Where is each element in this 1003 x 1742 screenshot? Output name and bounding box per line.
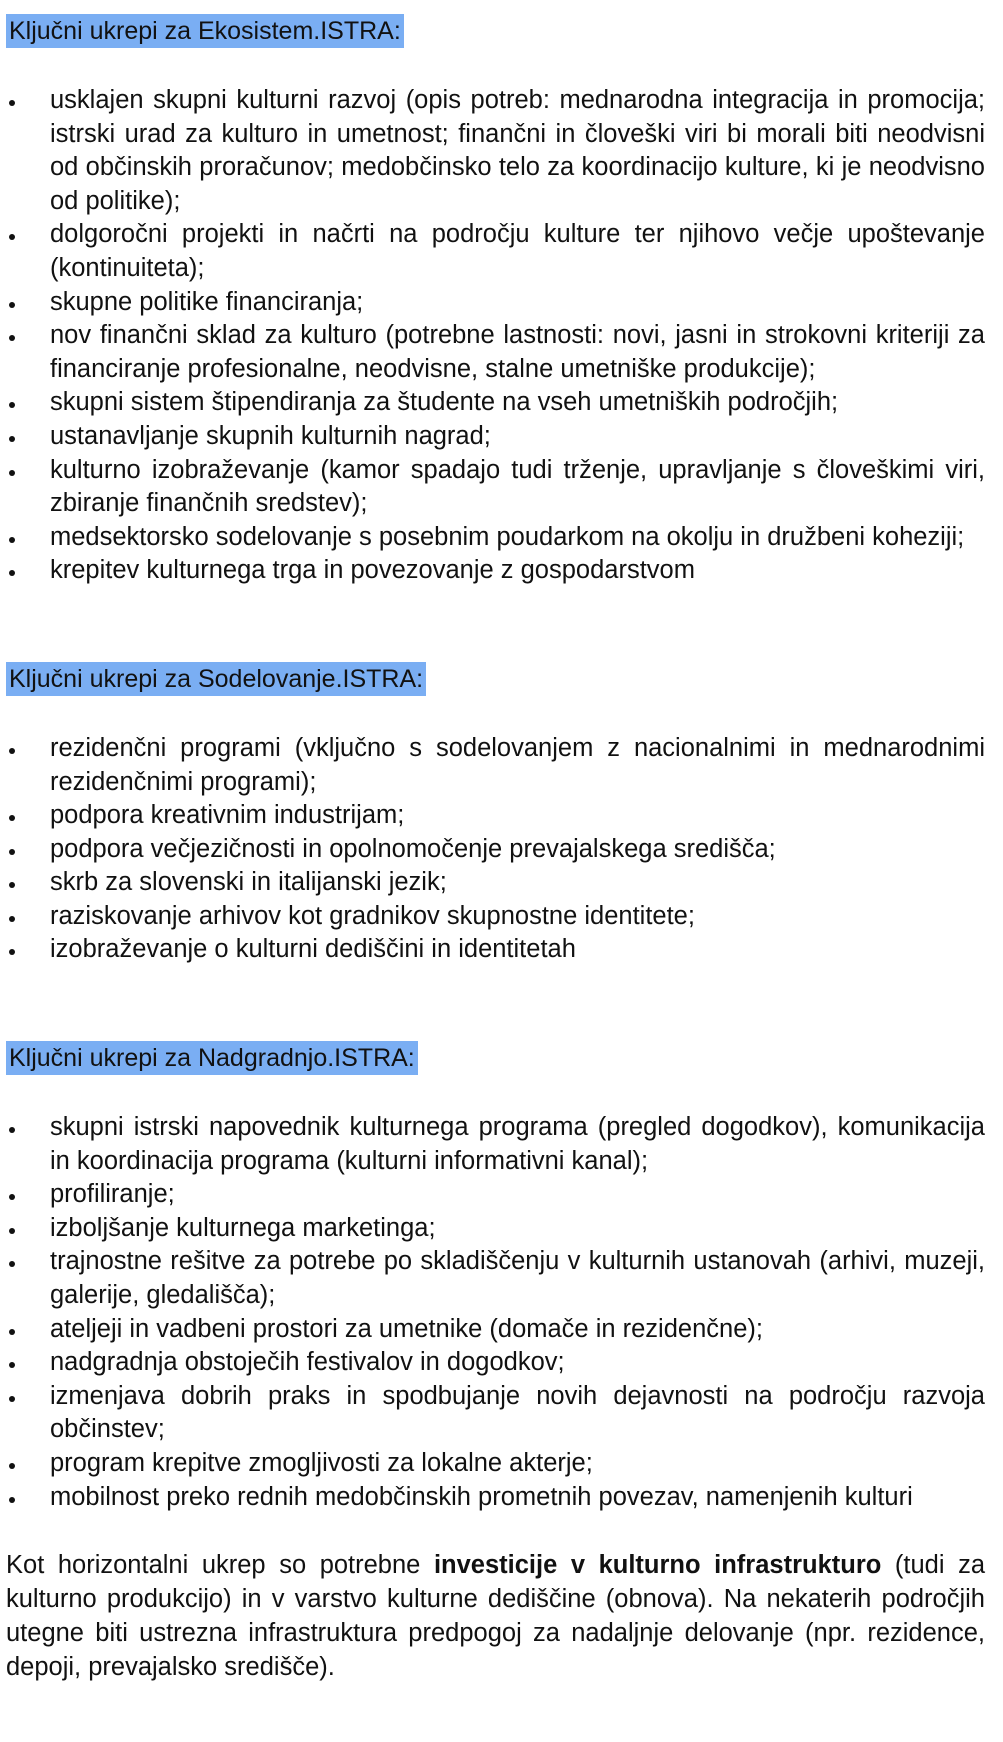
list-item: skupni sistem štipendiranja za študente na vseh umetniških področjih; xyxy=(6,386,985,420)
closing-emphasis: investicije v kulturno infrastrukturo xyxy=(433,1551,882,1580)
list-item: podpora kreativnim industrijam; xyxy=(6,799,985,833)
list-item: trajnostne rešitve za potrebe po skladiščenju v kulturnih ustanovah (arhivi, muzeji, galerije, gledališča); xyxy=(6,1245,985,1312)
list-item: mobilnost preko rednih medobčinskih prometnih povezav, namenjenih kulturi xyxy=(6,1481,985,1515)
list-item: ateljeji in vadbeni prostori za umetnike (domače in rezidenčne); xyxy=(6,1313,985,1347)
list-item: nov finančni sklad za kulturo (potrebne lastnosti: novi, jasni in strokovni kriteriji za financiranje profesionalne, neodvisne, stalne umetniške produkcije); xyxy=(6,319,985,386)
closing-text-end: (tudi za kulturno produkcijo) in v varstvo kulturne dediščine (obnova). Na nekaterih področjih utegne biti ustrezna infrastruktura predpogoj za nadaljnje delovanje (npr. rezidence, depoji, prevajalsko središče). xyxy=(6,1551,986,1682)
section-heading: Ključni ukrepi za Nadgradnjo.ISTRA: xyxy=(6,1041,418,1075)
list-item: podpora večjezičnosti in opolnomočenje prevajalskega središča; xyxy=(6,833,985,867)
list-item: medsektorsko sodelovanje s posebnim poudarkom na okolju in družbeni koheziji; xyxy=(6,521,985,555)
bullet-list xyxy=(6,732,985,967)
section-heading: Ključni ukrepi za Sodelovanje.ISTRA: xyxy=(6,662,426,696)
list-item: dolgoročni projekti in načrti na področju kulture ter njihovo večje upoštevanje (kontinuiteta); xyxy=(6,218,985,285)
list-item: izboljšanje kulturnega marketinga; xyxy=(6,1212,985,1246)
list-item: profiliranje; xyxy=(6,1178,985,1212)
list-item: krepitev kulturnega trga in povezovanje z gospodarstvom xyxy=(6,554,985,588)
section-ekosistem xyxy=(6,6,985,588)
list-item: nadgradnja obstoječih festivalov in dogodkov; xyxy=(6,1346,985,1380)
closing-paragraph xyxy=(6,1548,985,1684)
section-nadgradnja xyxy=(6,1033,985,1514)
list-item: skupne politike financiranja; xyxy=(6,286,985,320)
section-sodelovanje xyxy=(6,654,985,967)
list-item: izmenjava dobrih praks in spodbujanje novih dejavnosti na področju razvoja občinstev; xyxy=(6,1380,985,1447)
closing-text-start: Kot horizontalni ukrep so potrebne xyxy=(6,1551,434,1580)
list-item: skupni istrski napovednik kulturnega programa (pregled dogodkov), komunikacija in koordinacija programa (kulturni informativni kanal); xyxy=(6,1111,985,1178)
list-item: skrb za slovenski in italijanski jezik; xyxy=(6,866,985,900)
list-item: raziskovanje arhivov kot gradnikov skupnostne identitete; xyxy=(6,900,985,934)
list-item: kulturno izobraževanje (kamor spadajo tudi trženje, upravljanje s človeškimi viri, zbiranje finančnih sredstev); xyxy=(6,454,985,521)
list-item: program krepitve zmogljivosti za lokalne akterje; xyxy=(6,1447,985,1481)
list-item: izobraževanje o kulturni dediščini in identitetah xyxy=(6,933,985,967)
bullet-list xyxy=(6,84,985,588)
list-item: rezidenčni programi (vključno s sodelovanjem z nacionalnimi in mednarodnimi rezidenčnimi programi); xyxy=(6,732,985,799)
list-item: ustanavljanje skupnih kulturnih nagrad; xyxy=(6,420,985,454)
list-item: usklajen skupni kulturni razvoj (opis potreb: mednarodna integracija in promocija; istrski urad za kulturo in umetnost; finančni in človeški viri bi morali biti neodvisni od občinskih proračunov; medobčinsko telo za koordinacijo kulture, ki je neodvisno od politike); xyxy=(6,84,985,218)
section-heading: Ključni ukrepi za Ekosistem.ISTRA: xyxy=(6,14,404,48)
bullet-list xyxy=(6,1111,985,1514)
